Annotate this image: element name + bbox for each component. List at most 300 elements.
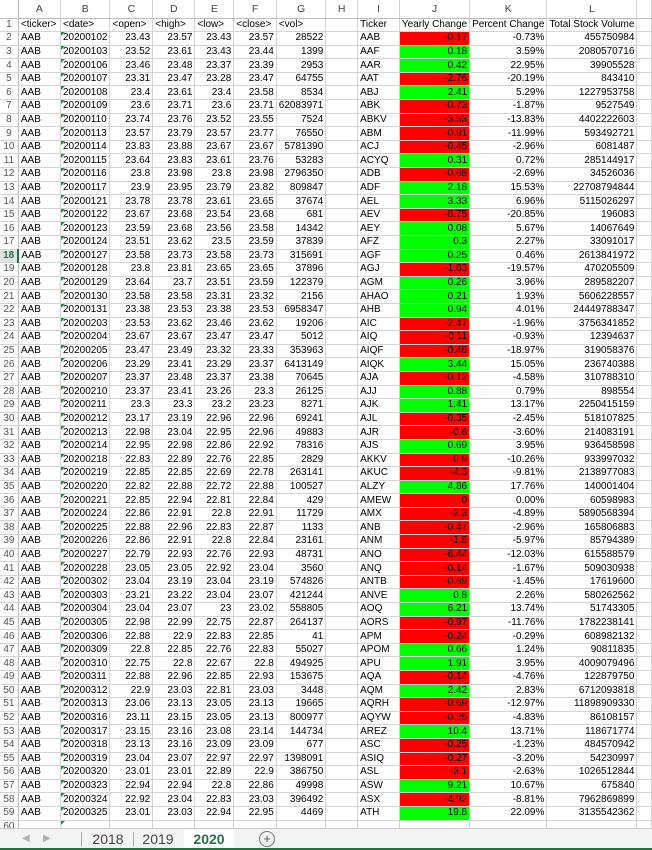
empty-cell[interactable] (326, 100, 358, 114)
low-cell[interactable]: 23.52 (195, 113, 234, 127)
ticker-cell[interactable]: AAB (18, 480, 60, 494)
empty-cell[interactable] (326, 494, 358, 508)
close-cell[interactable]: 23.57 (234, 32, 277, 46)
close-cell[interactable]: 23.03 (234, 793, 277, 807)
date-cell[interactable]: 20200109 (60, 100, 110, 114)
close-cell[interactable]: 23.23 (234, 399, 277, 413)
column-header-a[interactable]: A (18, 0, 60, 18)
total-stock-volume-cell[interactable]: 675840 (547, 779, 637, 793)
date-cell[interactable]: 20200210 (60, 385, 110, 399)
summary-ticker-cell[interactable]: APOM (358, 643, 400, 657)
low-cell[interactable]: 23.43 (195, 45, 234, 59)
close-cell[interactable]: 23.37 (234, 358, 277, 372)
open-cell[interactable]: 22.92 (110, 793, 153, 807)
vol-cell[interactable]: 144734 (276, 725, 326, 739)
date-cell[interactable]: 20200116 (60, 168, 110, 182)
yearly-change-cell[interactable]: -0.17 (399, 32, 469, 46)
empty-cell[interactable] (326, 575, 358, 589)
empty-cell[interactable] (326, 236, 358, 250)
row-number[interactable]: 46 (0, 630, 18, 644)
total-stock-volume-cell[interactable]: 24449788347 (547, 303, 637, 317)
open-cell[interactable]: 22.95 (110, 439, 153, 453)
empty-cell[interactable] (326, 72, 358, 86)
date-cell[interactable]: 20200218 (60, 453, 110, 467)
total-stock-volume-cell[interactable]: 6712093818 (547, 684, 637, 698)
ticker-cell[interactable]: AAB (18, 86, 60, 100)
yearly-change-cell[interactable]: -3.53 (399, 113, 469, 127)
empty-cell[interactable] (326, 249, 358, 263)
vol-cell[interactable]: 429 (276, 494, 326, 508)
low-cell[interactable]: 23.65 (195, 263, 234, 277)
empty-cell[interactable] (326, 643, 358, 657)
close-cell[interactable]: 22.9 (234, 766, 277, 780)
ticker-cell[interactable]: AAB (18, 140, 60, 154)
percent-change-cell[interactable]: -12.03% (470, 548, 547, 562)
high-cell[interactable]: 23.04 (153, 426, 195, 440)
high-cell[interactable]: 23.16 (153, 725, 195, 739)
yearly-change-cell[interactable]: 0.8 (399, 589, 469, 603)
percent-change-cell[interactable]: 0.46% (470, 249, 547, 263)
close-cell[interactable]: 23.32 (234, 290, 277, 304)
total-stock-volume-cell[interactable]: 509030938 (547, 562, 637, 576)
total-stock-volume-cell[interactable]: 593492721 (547, 127, 637, 141)
empty-cell[interactable] (326, 412, 358, 426)
summary-ticker-cell[interactable]: AIC (358, 317, 400, 331)
high-cell[interactable]: 23.76 (153, 113, 195, 127)
summary-ticker-cell[interactable]: ASL (358, 766, 400, 780)
open-cell[interactable]: 22.86 (110, 535, 153, 549)
high-cell[interactable]: 22.88 (153, 480, 195, 494)
close-cell[interactable]: 22.87 (234, 616, 277, 630)
high-cell[interactable]: 23.47 (153, 72, 195, 86)
yearly-change-cell[interactable]: -0.14 (399, 671, 469, 685)
yearly-change-cell[interactable]: -0.25 (399, 711, 469, 725)
empty-cell[interactable] (326, 562, 358, 576)
close-cell[interactable]: 23.59 (234, 236, 277, 250)
date-cell[interactable]: 20200220 (60, 480, 110, 494)
percent-change-cell[interactable]: -1.96% (470, 317, 547, 331)
empty-cell[interactable] (326, 725, 358, 739)
open-cell[interactable]: 23.11 (110, 711, 153, 725)
high-cell[interactable]: 23.16 (153, 738, 195, 752)
percent-change-cell[interactable]: 0.00% (470, 494, 547, 508)
row-number[interactable]: 43 (0, 589, 18, 603)
ticker-cell[interactable]: AAB (18, 426, 60, 440)
column-heading-cell[interactable]: Yearly Change (399, 18, 469, 32)
date-cell[interactable]: 20200319 (60, 752, 110, 766)
total-stock-volume-cell[interactable]: 484570942 (547, 738, 637, 752)
ticker-cell[interactable]: AAB (18, 766, 60, 780)
empty-cell[interactable] (326, 32, 358, 46)
total-stock-volume-cell[interactable]: 236740388 (547, 358, 637, 372)
high-cell[interactable]: 23.79 (153, 127, 195, 141)
percent-change-cell[interactable]: 0.79% (470, 385, 547, 399)
yearly-change-cell[interactable]: -0.97 (399, 616, 469, 630)
row-number[interactable]: 38 (0, 521, 18, 535)
empty-cell[interactable] (326, 535, 358, 549)
vol-cell[interactable]: 49998 (276, 779, 326, 793)
close-cell[interactable]: 23.03 (234, 684, 277, 698)
row-number[interactable]: 60 (0, 820, 18, 828)
summary-ticker-cell[interactable]: ADB (358, 168, 400, 182)
row-number[interactable]: 48 (0, 657, 18, 671)
empty-cell[interactable] (326, 208, 358, 222)
high-cell[interactable]: 22.8 (153, 657, 195, 671)
low-cell[interactable]: 23.51 (195, 276, 234, 290)
close-cell[interactable]: 22.91 (234, 507, 277, 521)
date-cell[interactable]: 20200310 (60, 657, 110, 671)
open-cell[interactable]: 23.4 (110, 86, 153, 100)
row-number[interactable]: 23 (0, 317, 18, 331)
vol-cell[interactable]: 37674 (276, 195, 326, 209)
yearly-change-cell[interactable]: -0.24 (399, 630, 469, 644)
close-cell[interactable]: 23.58 (234, 222, 277, 236)
total-stock-volume-cell[interactable]: 936458598 (547, 439, 637, 453)
date-cell[interactable]: 20200304 (60, 603, 110, 617)
date-cell[interactable]: 20200128 (60, 263, 110, 277)
summary-ticker-cell[interactable]: AJJ (358, 385, 400, 399)
column-header-k[interactable]: K (470, 0, 547, 18)
date-cell[interactable]: 20200114 (60, 140, 110, 154)
low-cell[interactable]: 23.61 (195, 195, 234, 209)
vol-cell[interactable]: 48731 (276, 548, 326, 562)
row-number[interactable]: 27 (0, 371, 18, 385)
high-cell[interactable]: 23.48 (153, 371, 195, 385)
open-cell[interactable]: 22.88 (110, 521, 153, 535)
close-cell[interactable]: 22.83 (234, 643, 277, 657)
row-number[interactable]: 3 (0, 45, 18, 59)
total-stock-volume-cell[interactable]: 319058376 (547, 344, 637, 358)
high-cell[interactable]: 23.57 (153, 32, 195, 46)
low-cell[interactable]: 22.76 (195, 453, 234, 467)
date-cell[interactable]: 20200219 (60, 467, 110, 481)
empty-cell[interactable] (326, 521, 358, 535)
percent-change-cell[interactable]: -3.20% (470, 752, 547, 766)
percent-change-cell[interactable]: -20.85% (470, 208, 547, 222)
percent-change-cell[interactable]: 13.74% (470, 603, 547, 617)
vol-cell[interactable]: 64755 (276, 72, 326, 86)
summary-ticker-cell[interactable]: ACJ (358, 140, 400, 154)
row-number[interactable]: 41 (0, 562, 18, 576)
vol-cell[interactable]: 55027 (276, 643, 326, 657)
yearly-change-cell[interactable]: 1.91 (399, 657, 469, 671)
open-cell[interactable]: 23.58 (110, 290, 153, 304)
row-number[interactable]: 20 (0, 276, 18, 290)
open-cell[interactable]: 23.78 (110, 195, 153, 209)
column-heading-cell[interactable]: Total Stock Volume (547, 18, 637, 32)
yearly-change-cell[interactable]: -4.3 (399, 467, 469, 481)
ticker-cell[interactable]: AAB (18, 72, 60, 86)
summary-ticker-cell[interactable]: ADF (358, 181, 400, 195)
percent-change-cell[interactable]: -1.45% (470, 575, 547, 589)
date-cell[interactable]: 20200306 (60, 630, 110, 644)
vol-cell[interactable]: 574826 (276, 575, 326, 589)
percent-change-cell[interactable]: -18.97% (470, 344, 547, 358)
ticker-cell[interactable]: AAB (18, 276, 60, 290)
total-stock-volume-cell[interactable]: 5115026297 (547, 195, 637, 209)
date-cell[interactable]: 20200325 (60, 806, 110, 820)
total-stock-volume-cell[interactable]: 608982132 (547, 630, 637, 644)
empty-cell[interactable] (326, 752, 358, 766)
ticker-cell[interactable]: AAB (18, 263, 60, 277)
ticker-cell[interactable]: AAB (18, 657, 60, 671)
empty-cell[interactable] (326, 263, 358, 277)
high-cell[interactable]: 22.99 (153, 616, 195, 630)
open-cell[interactable]: 23.57 (110, 127, 153, 141)
empty-cell[interactable] (326, 371, 358, 385)
close-cell[interactable]: 23.98 (234, 168, 277, 182)
open-cell[interactable]: 22.88 (110, 630, 153, 644)
low-cell[interactable]: 22.69 (195, 467, 234, 481)
ticker-cell[interactable]: AAB (18, 154, 60, 168)
vol-cell[interactable]: 3448 (276, 684, 326, 698)
percent-change-cell[interactable]: -3.60% (470, 426, 547, 440)
ticker-cell[interactable]: AAB (18, 344, 60, 358)
date-cell[interactable]: 20200303 (60, 589, 110, 603)
empty-cell[interactable] (326, 385, 358, 399)
vol-cell[interactable]: 122379 (276, 276, 326, 290)
close-cell[interactable]: 23.13 (234, 698, 277, 712)
ticker-cell[interactable]: AAB (18, 616, 60, 630)
total-stock-volume-cell[interactable]: 1227953758 (547, 86, 637, 100)
ticker-cell[interactable]: AAB (18, 100, 60, 114)
open-cell[interactable]: 23.3 (110, 399, 153, 413)
high-cell[interactable]: 22.94 (153, 494, 195, 508)
vol-cell[interactable]: 1133 (276, 521, 326, 535)
vol-cell[interactable]: 681 (276, 208, 326, 222)
ticker-cell[interactable]: AAB (18, 412, 60, 426)
row-number[interactable]: 25 (0, 344, 18, 358)
percent-change-cell[interactable]: 3.59% (470, 45, 547, 59)
high-cell[interactable]: 23.88 (153, 140, 195, 154)
total-stock-volume-cell[interactable]: 455750984 (547, 32, 637, 46)
open-cell[interactable]: 23.04 (110, 575, 153, 589)
yearly-change-cell[interactable]: -0.69 (399, 575, 469, 589)
percent-change-cell[interactable]: 2.26% (470, 589, 547, 603)
summary-ticker-cell[interactable]: APM (358, 630, 400, 644)
row-number[interactable]: 51 (0, 698, 18, 712)
open-cell[interactable]: 22.75 (110, 657, 153, 671)
empty-cell[interactable] (326, 616, 358, 630)
ticker-cell[interactable]: AAB (18, 671, 60, 685)
close-cell[interactable]: 23.67 (234, 140, 277, 154)
summary-ticker-cell[interactable]: AQA (358, 671, 400, 685)
close-cell[interactable]: 23.47 (234, 72, 277, 86)
yearly-change-cell[interactable]: -3.1 (399, 766, 469, 780)
percent-change-cell[interactable]: -2.69% (470, 168, 547, 182)
summary-ticker-cell[interactable]: AGF (358, 249, 400, 263)
high-cell[interactable]: 23.04 (153, 793, 195, 807)
low-cell[interactable]: 22.8 (195, 507, 234, 521)
summary-ticker-cell[interactable]: AMX (358, 507, 400, 521)
ticker-cell[interactable]: AAB (18, 249, 60, 263)
vol-cell[interactable]: 11729 (276, 507, 326, 521)
vol-cell[interactable]: 809847 (276, 181, 326, 195)
low-cell[interactable]: 23.58 (195, 249, 234, 263)
yearly-change-cell[interactable]: 2.18 (399, 181, 469, 195)
close-cell[interactable]: 23.02 (234, 603, 277, 617)
close-cell[interactable]: 23.68 (234, 208, 277, 222)
date-cell[interactable]: 20200113 (60, 127, 110, 141)
percent-change-cell[interactable]: -0.29% (470, 630, 547, 644)
empty-cell[interactable] (326, 630, 358, 644)
high-cell[interactable]: 23.61 (153, 86, 195, 100)
close-cell[interactable]: 23.47 (234, 331, 277, 345)
percent-change-cell[interactable]: -2.96% (470, 521, 547, 535)
ticker-cell[interactable]: AAB (18, 385, 60, 399)
percent-change-cell[interactable]: -0.73% (470, 32, 547, 46)
total-stock-volume-cell[interactable]: 289582207 (547, 276, 637, 290)
row-number[interactable]: 5 (0, 72, 18, 86)
date-cell[interactable]: 20200115 (60, 154, 110, 168)
percent-change-cell[interactable]: 15.53% (470, 181, 547, 195)
yearly-change-cell[interactable]: 0.66 (399, 643, 469, 657)
percent-change-cell[interactable]: 15.05% (470, 358, 547, 372)
high-cell[interactable]: 23.73 (153, 249, 195, 263)
date-cell[interactable]: 20200123 (60, 222, 110, 236)
vol-cell[interactable]: 396492 (276, 793, 326, 807)
close-cell[interactable]: 23.71 (234, 100, 277, 114)
open-cell[interactable]: 23.46 (110, 59, 153, 73)
row-number[interactable]: 1 (0, 18, 18, 32)
row-number[interactable]: 16 (0, 222, 18, 236)
row-number[interactable]: 9 (0, 127, 18, 141)
low-cell[interactable]: 23.47 (195, 331, 234, 345)
row-number[interactable]: 45 (0, 616, 18, 630)
close-cell[interactable]: 23.82 (234, 181, 277, 195)
row-number[interactable]: 52 (0, 711, 18, 725)
empty-cell[interactable] (326, 358, 358, 372)
date-cell[interactable]: 20200131 (60, 303, 110, 317)
vol-cell[interactable]: 53283 (276, 154, 326, 168)
open-cell[interactable]: 23.8 (110, 168, 153, 182)
percent-change-cell[interactable]: -2.45% (470, 412, 547, 426)
percent-change-cell[interactable]: 6.96% (470, 195, 547, 209)
high-cell[interactable]: 23.07 (153, 603, 195, 617)
empty-cell[interactable] (326, 168, 358, 182)
row-number[interactable]: 31 (0, 426, 18, 440)
row-number[interactable]: 50 (0, 684, 18, 698)
date-cell[interactable]: 20200212 (60, 412, 110, 426)
vol-cell[interactable]: 1398091 (276, 752, 326, 766)
open-cell[interactable]: 23.83 (110, 140, 153, 154)
date-cell[interactable]: 20200124 (60, 236, 110, 250)
date-cell[interactable]: 20200117 (60, 181, 110, 195)
ticker-cell[interactable]: AAB (18, 494, 60, 508)
empty-cell[interactable] (326, 86, 358, 100)
close-cell[interactable]: 23.39 (234, 59, 277, 73)
total-stock-volume-cell[interactable]: 34526036 (547, 168, 637, 182)
row-number[interactable]: 2 (0, 32, 18, 46)
summary-ticker-cell[interactable]: AJK (358, 399, 400, 413)
summary-ticker-cell[interactable]: AAT (358, 72, 400, 86)
yearly-change-cell[interactable]: 0.31 (399, 154, 469, 168)
yearly-change-cell[interactable]: -0.68 (399, 168, 469, 182)
date-cell[interactable]: 20200228 (60, 562, 110, 576)
vol-cell[interactable]: 2156 (276, 290, 326, 304)
column-heading-cell[interactable]: <high> (153, 18, 195, 32)
percent-change-cell[interactable]: 22.09% (470, 806, 547, 820)
ticker-cell[interactable]: AAB (18, 589, 60, 603)
close-cell[interactable]: 23.33 (234, 344, 277, 358)
ticker-cell[interactable]: AAB (18, 113, 60, 127)
high-cell[interactable]: 23.62 (153, 317, 195, 331)
summary-ticker-cell[interactable]: AQYW (358, 711, 400, 725)
ticker-cell[interactable]: AAB (18, 603, 60, 617)
ticker-cell[interactable]: AAB (18, 738, 60, 752)
low-cell[interactable]: 23.4 (195, 86, 234, 100)
vol-cell[interactable]: 37896 (276, 263, 326, 277)
open-cell[interactable]: 23.8 (110, 263, 153, 277)
empty-cell[interactable] (326, 127, 358, 141)
yearly-change-cell[interactable]: 3.33 (399, 195, 469, 209)
yearly-change-cell[interactable]: -1.83 (399, 263, 469, 277)
total-stock-volume-cell[interactable]: 90811835 (547, 643, 637, 657)
vol-cell[interactable]: 353963 (276, 344, 326, 358)
row-number[interactable]: 4 (0, 59, 18, 73)
percent-change-cell[interactable]: -20.19% (470, 72, 547, 86)
ticker-cell[interactable]: AAB (18, 399, 60, 413)
low-cell[interactable]: 23.05 (195, 698, 234, 712)
close-cell[interactable]: 22.85 (234, 453, 277, 467)
percent-change-cell[interactable]: -1.87% (470, 100, 547, 114)
row-number[interactable]: 57 (0, 779, 18, 793)
empty-cell[interactable] (326, 806, 358, 820)
yearly-change-cell[interactable]: -0.73 (399, 100, 469, 114)
vol-cell[interactable]: 19665 (276, 698, 326, 712)
close-cell[interactable]: 23.73 (234, 249, 277, 263)
high-cell[interactable]: 23.68 (153, 222, 195, 236)
open-cell[interactable]: 23.53 (110, 317, 153, 331)
row-number[interactable]: 11 (0, 154, 18, 168)
empty-cell[interactable] (326, 113, 358, 127)
date-cell[interactable]: 20200318 (60, 738, 110, 752)
total-stock-volume-cell[interactable]: 165806883 (547, 521, 637, 535)
summary-ticker-cell[interactable]: AJL (358, 412, 400, 426)
vol-cell[interactable]: 2829 (276, 453, 326, 467)
vol-cell[interactable]: 6958347 (276, 303, 326, 317)
column-heading-cell[interactable]: <date> (60, 18, 110, 32)
close-cell[interactable]: 22.86 (234, 779, 277, 793)
summary-ticker-cell[interactable]: APU (358, 657, 400, 671)
percent-change-cell[interactable]: 1.93% (470, 290, 547, 304)
date-cell[interactable]: 20200316 (60, 711, 110, 725)
empty-cell[interactable] (326, 290, 358, 304)
ticker-cell[interactable]: AAB (18, 548, 60, 562)
summary-ticker-cell[interactable]: AKUC (358, 467, 400, 481)
column-header-c[interactable]: C (110, 0, 153, 18)
percent-change-cell[interactable]: 2.27% (470, 236, 547, 250)
close-cell[interactable]: 23.76 (234, 154, 277, 168)
total-stock-volume-cell[interactable]: 4402222603 (547, 113, 637, 127)
empty-cell[interactable] (326, 548, 358, 562)
total-stock-volume-cell[interactable]: 214083191 (547, 426, 637, 440)
scroll-tabs-right-icon[interactable]: ▶ (43, 833, 51, 844)
high-cell[interactable]: 22.94 (153, 779, 195, 793)
low-cell[interactable]: 23.04 (195, 589, 234, 603)
yearly-change-cell[interactable]: 0.88 (399, 385, 469, 399)
low-cell[interactable]: 23.5 (195, 236, 234, 250)
total-stock-volume-cell[interactable]: 85794389 (547, 535, 637, 549)
low-cell[interactable]: 22.96 (195, 412, 234, 426)
column-heading-cell[interactable]: Ticker (358, 18, 400, 32)
open-cell[interactable]: 22.98 (110, 616, 153, 630)
percent-change-cell[interactable]: -1.23% (470, 738, 547, 752)
close-cell[interactable]: 22.8 (234, 657, 277, 671)
low-cell[interactable]: 23.43 (195, 32, 234, 46)
high-cell[interactable]: 23.3 (153, 399, 195, 413)
vol-cell[interactable]: 78316 (276, 439, 326, 453)
